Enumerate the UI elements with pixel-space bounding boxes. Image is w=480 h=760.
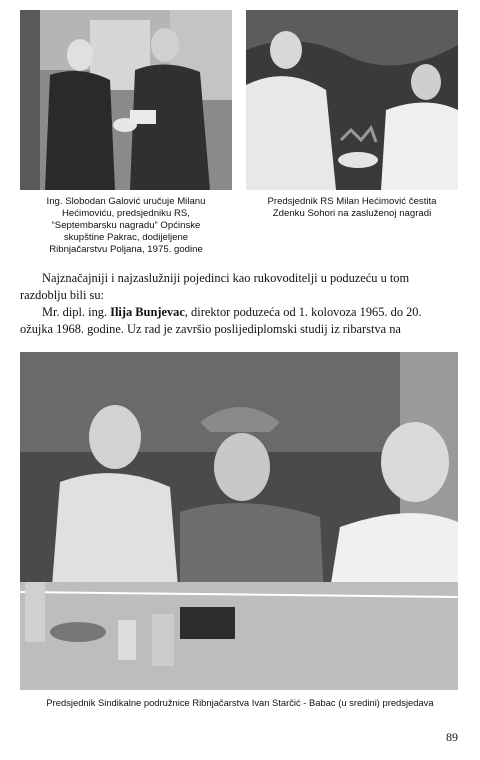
photo-congratulation-caption xyxy=(246,196,458,220)
page-number: 89 xyxy=(446,730,458,744)
photo-award-handshake xyxy=(20,10,232,190)
paragraph-line: Najznačajniji i najzaslužniji pojedinci kao rukovoditelji u poduzeću u tom xyxy=(42,271,410,285)
caption-line: Ribnjačarstvu Poljana, 1975. godine xyxy=(49,244,203,255)
photo-union-meeting-image xyxy=(20,352,458,690)
caption-line: Zdenku Sohori na zasluženoj nagradi xyxy=(272,208,432,219)
caption-line: Hećimoviću, predsjedniku RS, xyxy=(62,208,190,219)
photo-award-handshake-caption xyxy=(20,196,232,256)
text-fragment: Mr. dipl. ing. xyxy=(42,305,111,319)
paragraph-line: ožujka 1968. godine. Uz rad je završio poslijediplomski studij iz ribarstva na xyxy=(20,322,401,336)
photo-union-meeting-caption xyxy=(4,697,476,709)
paragraph-line: razdoblju bili su: xyxy=(20,288,104,302)
paragraph-line xyxy=(20,304,458,321)
photo-award-handshake-image xyxy=(20,10,232,190)
caption-line: skupštine Pakrac, dodijeljene xyxy=(63,232,189,243)
paragraph-intro xyxy=(20,270,458,338)
photo-congratulation-image xyxy=(246,10,458,190)
caption-line: Ing. Slobodan Galović uručuje Milanu xyxy=(46,196,206,207)
caption-line: Predsjednik Sindikalne podružnice Ribnjačarstva Ivan Starčić - Babac (u sredini) predsjedava xyxy=(46,697,434,708)
text-fragment: , direktor poduzeća od 1. kolovoza 1965. do 20. xyxy=(184,305,422,319)
photo-congratulation xyxy=(246,10,458,190)
photo-union-meeting xyxy=(20,352,458,690)
caption-line: “Septembarsku nagradu” Općinske xyxy=(51,220,201,231)
person-name: Ilija Bunjevac xyxy=(110,305,185,319)
caption-line: Predsjednik RS Milan Hećimović čestita xyxy=(267,196,437,207)
